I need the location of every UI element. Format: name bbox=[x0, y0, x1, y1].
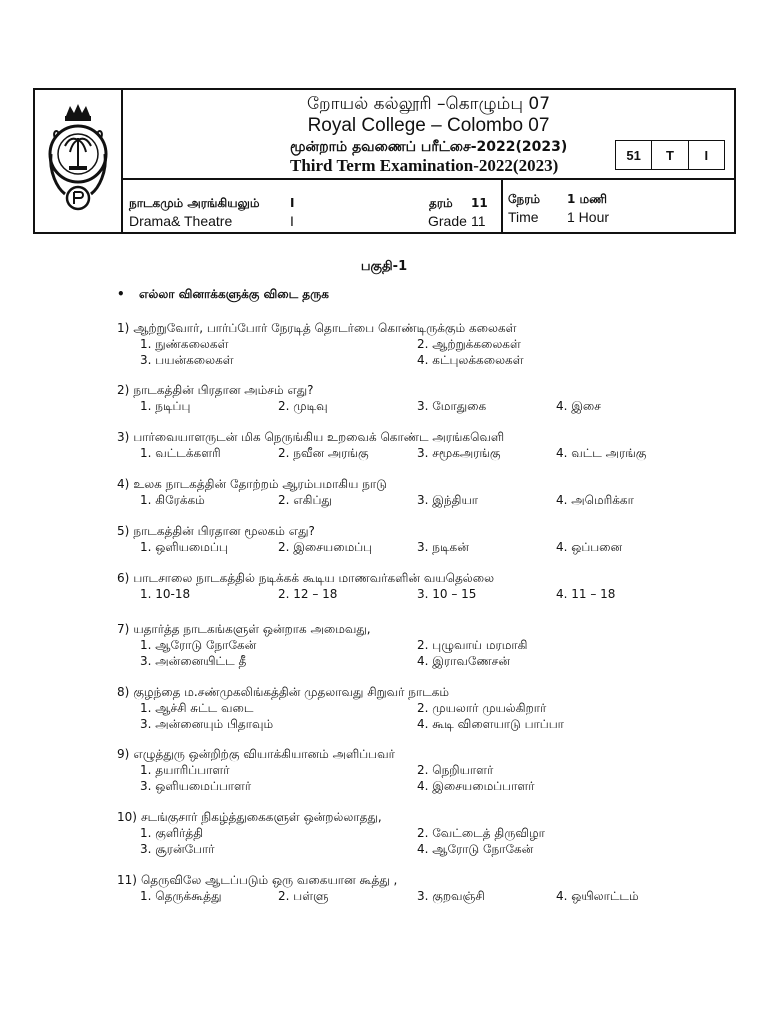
school-name-english: Royal College – Colombo 07 bbox=[307, 115, 550, 136]
answer-option: 4. இசையமைப்பாளர் bbox=[417, 779, 535, 793]
question-text: நாடகத்தின் பிரதான அம்சம் எது? bbox=[133, 383, 314, 397]
answer-option: 3. மோதுகை bbox=[417, 399, 487, 413]
answer-option: 3. அன்னையும் பிதாவும் bbox=[140, 717, 274, 731]
question-number: 4) bbox=[117, 477, 130, 491]
bullet-icon: • bbox=[117, 287, 125, 301]
question-number: 7) bbox=[117, 622, 130, 636]
question-number: 5) bbox=[117, 524, 130, 538]
question bbox=[117, 873, 397, 889]
question bbox=[117, 383, 314, 399]
section-title: பகுதி-1 bbox=[360, 259, 408, 274]
answer-option: 1. ஒளியமைப்பு bbox=[140, 540, 228, 554]
subject-english: Drama& Theatre bbox=[129, 213, 233, 229]
instruction bbox=[117, 287, 329, 303]
exam-title-english: Third Term Examination-2022(2023) bbox=[290, 156, 559, 175]
question-number: 11) bbox=[117, 873, 137, 887]
answer-option: 4. 11 – 18 bbox=[556, 587, 616, 601]
answer-option: 1. கிரேக்கம் bbox=[140, 493, 205, 507]
question-text: பார்வையாளருடன் மிக நெருங்கிய உறவைக் கொண்ட அரங்கவெளி bbox=[133, 430, 505, 444]
answer-option: 2. புழுவாய் மரமாகி bbox=[417, 638, 528, 652]
time-label-english: Time bbox=[508, 209, 539, 225]
question-number: 1) bbox=[117, 321, 130, 335]
answer-option: 1. தெருக்கூத்து bbox=[140, 889, 222, 903]
question-text: யதார்த்த நாடகங்களுள் ஒன்றாக அமைவது, bbox=[133, 622, 371, 636]
answer-option: 3. 10 – 15 bbox=[417, 587, 477, 601]
answer-option: 3. சூரன்போர் bbox=[140, 842, 215, 856]
question-stem bbox=[117, 622, 371, 636]
question bbox=[117, 571, 494, 587]
question-number: 6) bbox=[117, 571, 130, 585]
question-text: எழுத்துரு ஒன்றிற்கு வியாக்கியானம் அளிப்பவர் bbox=[133, 747, 395, 761]
answer-option: 3. பயன்கலைகள் bbox=[140, 353, 234, 367]
question-stem bbox=[117, 810, 382, 824]
question bbox=[117, 477, 387, 493]
time-value-tamil: 1 மணி bbox=[567, 192, 608, 206]
answer-option: 2. நவீன அரங்கு bbox=[278, 446, 369, 460]
time-value-english: 1 Hour bbox=[567, 209, 610, 225]
question bbox=[117, 622, 371, 638]
question-stem bbox=[117, 524, 315, 538]
paper-code-number: 51 bbox=[616, 141, 652, 169]
answer-option: 2. ஆற்றுக்கலைகள் bbox=[417, 337, 521, 351]
question-text: உலக நாடகத்தின் தோற்றம் ஆரம்பமாகிய நாடு bbox=[133, 477, 387, 491]
question-stem bbox=[117, 477, 387, 491]
part-tamil: I bbox=[290, 196, 295, 210]
answer-option: 1. ஆரோடு நோகேன் bbox=[140, 638, 257, 652]
question-number: 2) bbox=[117, 383, 130, 397]
question-number: 3) bbox=[117, 430, 130, 444]
subject-tamil: நாடகமும் அரங்கியலும் bbox=[129, 196, 260, 210]
question-stem bbox=[117, 571, 494, 585]
time-label-tamil: நேரம் bbox=[508, 192, 541, 206]
question-stem bbox=[117, 383, 314, 397]
answer-option: 1. வட்டக்களரி bbox=[140, 446, 221, 460]
answer-option: 3. நடிகன் bbox=[417, 540, 469, 554]
question-stem bbox=[117, 747, 395, 761]
answer-option: 1. குளிர்த்தி bbox=[140, 826, 204, 840]
question-text: குழந்தை ம.சண்முகலிங்கத்தின் முதலாவது சிறுவர் நாடகம் bbox=[133, 685, 450, 699]
question-text: நாடகத்தின் பிரதான மூலகம் எது? bbox=[133, 524, 315, 538]
answer-option: 2. முயலார் முயல்கிறார் bbox=[417, 701, 547, 715]
answer-option: 3. அன்னையிட்ட தீ bbox=[140, 654, 247, 668]
question-text: ஆற்றுவோர், பார்ப்போர் நேரடித் தொடர்பை கொண்டிருக்கும் கலைகள் bbox=[133, 321, 517, 335]
answer-option: 3. இந்தியா bbox=[417, 493, 479, 507]
answer-option: 2. 12 – 18 bbox=[278, 587, 338, 601]
question-stem bbox=[117, 321, 516, 335]
answer-option: 1. தயாரிப்பாளர் bbox=[140, 763, 230, 777]
part-english: I bbox=[290, 213, 294, 229]
answer-option: 2. எகிப்து bbox=[278, 493, 332, 507]
instruction-text: எல்லா வினாக்களுக்கு விடை தருக bbox=[139, 287, 329, 301]
question bbox=[117, 685, 449, 701]
question bbox=[117, 321, 516, 337]
question bbox=[117, 524, 315, 540]
answer-option: 2. முடிவு bbox=[278, 399, 328, 413]
answer-option: 2. பள்ளு bbox=[278, 889, 329, 903]
answer-option: 4. ஒப்பனை bbox=[556, 540, 623, 554]
answer-option: 3. குறவஞ்சி bbox=[417, 889, 485, 903]
answer-option: 3. ஒளியமைப்பாளர் bbox=[140, 779, 252, 793]
answer-option: 1. நுண்கலைகள் bbox=[140, 337, 229, 351]
question-number: 8) bbox=[117, 685, 130, 699]
grade-label-english: Grade bbox=[428, 213, 467, 229]
question-text: சடங்குசார் நிகழ்த்துகைகளுள் ஒன்றல்லாதது, bbox=[140, 810, 382, 824]
question-text: பாடசாலை நாடகத்தில் நடிக்கக் கூடிய மாணவர்களின் வயதெல்லை bbox=[133, 571, 495, 585]
question bbox=[117, 430, 504, 446]
answer-option: 4. ஒயிலாட்டம் bbox=[556, 889, 639, 903]
grade-label-tamil: தரம் bbox=[429, 196, 453, 210]
question-stem bbox=[117, 430, 504, 444]
paper-code-medium: T bbox=[652, 141, 688, 169]
question-text: தெருவிலே ஆடப்படும் ஒரு வகையான கூத்து , bbox=[140, 873, 398, 887]
answer-option: 4. இசை bbox=[556, 399, 601, 413]
answer-option: 4. கட்புலக்கலைகள் bbox=[417, 353, 524, 367]
answer-option: 1. 10-18 bbox=[140, 587, 191, 601]
answer-option: 1. நடிப்பு bbox=[140, 399, 191, 413]
question-number: 9) bbox=[117, 747, 130, 761]
grade-value-tamil: 11 bbox=[471, 196, 488, 210]
answer-option: 3. சமூகஅரங்கு bbox=[417, 446, 501, 460]
answer-option: 4. இராவணேசன் bbox=[417, 654, 510, 668]
school-name-tamil: றோயல் கல்லூரி –கொழும்பு 07 bbox=[306, 94, 551, 114]
question bbox=[117, 747, 395, 763]
exam-title-tamil: மூன்றாம் தவணைப் பரீட்சை-2022(2023) bbox=[290, 139, 568, 155]
question-stem bbox=[117, 685, 449, 699]
question-stem bbox=[117, 873, 397, 887]
answer-option: 2. இசையமைப்பு bbox=[278, 540, 373, 554]
answer-option: 4. அமெரிக்கா bbox=[556, 493, 634, 507]
answer-option: 4. வட்ட அரங்கு bbox=[556, 446, 647, 460]
answer-option: 1. ஆச்சி சுட்ட வடை bbox=[140, 701, 254, 715]
grade-value-english: 11 bbox=[471, 213, 486, 229]
answer-option: 4. கூடி விளையாடு பாப்பா bbox=[417, 717, 564, 731]
paper-code-part: I bbox=[704, 147, 709, 163]
answer-option: 2. வேட்டைத் திருவிழா bbox=[417, 826, 545, 840]
question bbox=[117, 810, 382, 826]
answer-option: 4. ஆரோடு நோகேன் bbox=[417, 842, 534, 856]
answer-option: 2. நெறியாளர் bbox=[417, 763, 494, 777]
question-number: 10) bbox=[117, 810, 137, 824]
